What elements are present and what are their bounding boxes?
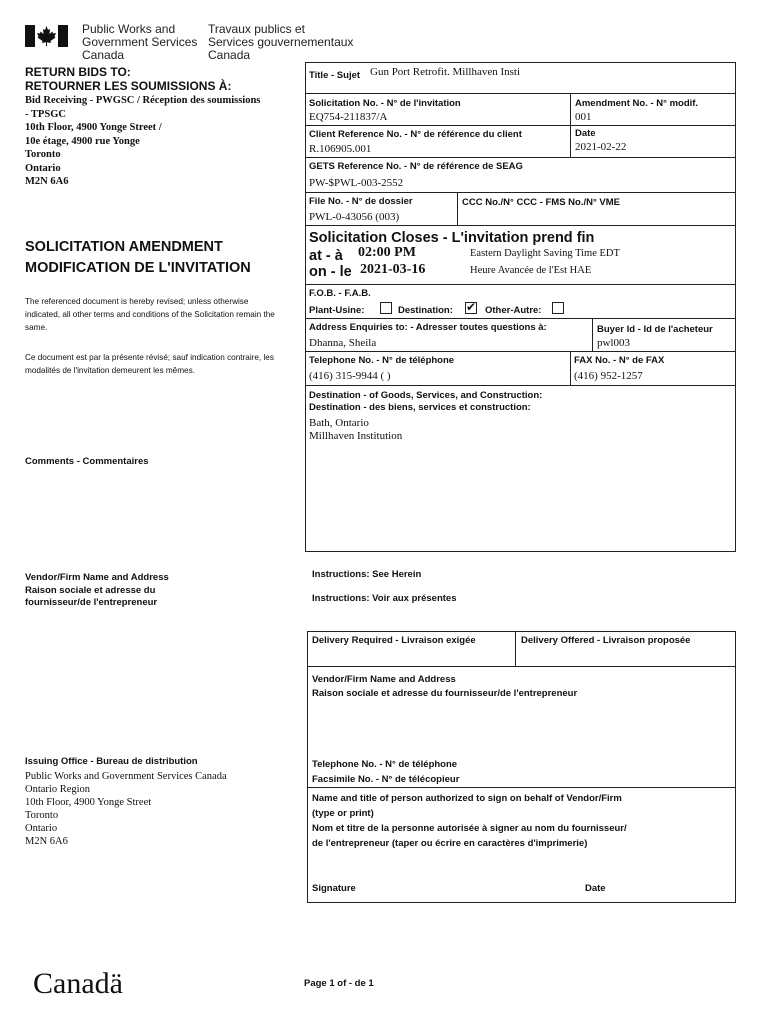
amendment-title-fr: MODIFICATION DE L'INVITATION	[25, 260, 251, 276]
vendor-left	[25, 572, 169, 610]
title-value: Gun Port Retrofit. Millhaven Insti	[370, 66, 521, 78]
date-label: Date	[575, 128, 596, 139]
telephone-label: Telephone No. - N° de téléphone	[309, 355, 455, 366]
header-en-line1: Public Works and	[82, 22, 176, 36]
vendor-facsimile-label: Facsimile No. - N° de télécopieur	[312, 774, 460, 785]
return-bids-section	[25, 65, 300, 189]
time-value: 02:00 PM	[358, 245, 416, 260]
buyer-id-label: Buyer Id - Id de l'acheteur	[597, 324, 713, 335]
issuing-office	[25, 755, 227, 848]
destination-checkbox[interactable]	[465, 302, 477, 314]
return-bids-line: M2N 6A6	[25, 176, 69, 187]
amendment-note-en: The referenced document is hereby revised; unless otherwise indicated, all other terms and conditions of the Solicitation remain the same.	[25, 297, 275, 332]
telephone-value: (416) 315-9944 ( )	[309, 370, 391, 382]
return-bids-line: Bid Receiving - PWGSC / Réception des soumissions	[25, 95, 261, 106]
header-fr-line2: Services gouvernementaux	[208, 35, 354, 49]
date-value: 2021-02-22	[575, 141, 627, 153]
client-ref-label: Client Reference No. - N° de référence du client	[309, 129, 522, 140]
header-fr-line1: Travaux publics et	[208, 22, 305, 36]
vendor-name-label-l2: Raison sociale et adresse du fournisseur/de l'entrepreneur	[312, 688, 578, 699]
issuing-line: M2N 6A6	[25, 836, 68, 847]
authorized-person-label: Name and title of person authorized to sign on behalf of Vendor/Firm (type or print) Nom et titre de la personne autorisée à signer au nom du fournisseur/ de l'entrepreneur (taper ou écrire en caractères d'imprimerie)	[312, 793, 627, 849]
vendor-left-l2: Raison sociale et adresse du	[25, 584, 156, 596]
destination-line: Bath, Ontario	[309, 417, 369, 429]
issuing-line: Toronto	[25, 810, 59, 821]
issuing-line: Ontario Region	[25, 784, 91, 795]
address-enquiries-value: Dhanna, Sheila	[309, 337, 377, 349]
ccc-label: CCC No./N° CCC - FMS No./N° VME	[462, 197, 621, 208]
instructions-en: Instructions: See Herein	[312, 569, 422, 580]
fob-label: F.O.B. - F.A.B.	[309, 288, 371, 299]
address-enquiries-label: Address Enquiries to: - Adresser toutes questions à:	[309, 322, 547, 333]
plant-checkbox[interactable]	[380, 302, 392, 314]
at-label: at - à	[309, 248, 343, 264]
header-en-line2: Government Services	[82, 35, 198, 49]
file-value: PWL-0-43056 (003)	[309, 211, 400, 223]
delivery-offered-label: Delivery Offered - Livraison proposée	[521, 635, 691, 646]
vendor-left-l1: Vendor/Firm Name and Address	[25, 572, 169, 583]
vendor-name-label-l1: Vendor/Firm Name and Address	[312, 674, 456, 685]
fax-value: (416) 952-1257	[574, 370, 643, 382]
signature-date-label: Date	[585, 883, 606, 894]
date-close-value: 2021-03-16	[360, 262, 426, 277]
destination-goods-label-fr: Destination - des biens, services et construction:	[309, 402, 531, 413]
return-bids-title-fr: RETOURNER LES SOUMISSIONS À:	[25, 79, 232, 93]
comments-label: Comments - Commentaires	[25, 456, 149, 467]
delivery-required-label: Delivery Required - Livraison exigée	[312, 635, 476, 646]
vendor-telephone-label: Telephone No. - N° de téléphone	[312, 759, 458, 770]
check-mark-icon: ✔	[466, 300, 477, 314]
other-label: Other-Autre:	[485, 305, 542, 316]
return-bids-line: Toronto	[25, 149, 61, 160]
buyer-id-value: pwl003	[597, 337, 630, 349]
solicitation-label: Solicitation No. - N° de l'invitation	[309, 98, 461, 109]
vendor-left-l3: fournisseur/de l'entrepreneur	[25, 597, 158, 608]
amendment-title-en: SOLICITATION AMENDMENT	[25, 239, 223, 255]
return-bids-line: Ontario	[25, 162, 61, 174]
signature-label: Signature	[312, 883, 356, 894]
file-label: File No. - N° de dossier	[309, 196, 413, 207]
tz-fr: Heure Avancée de l'Est HAE	[470, 265, 592, 276]
on-label: on - le	[309, 264, 352, 280]
closes-title: Solicitation Closes - L'invitation prend fin	[309, 230, 595, 246]
client-ref-value: R.106905.001	[309, 143, 372, 155]
return-bids-title-en: RETURN BIDS TO:	[25, 65, 131, 79]
destination-goods-label-en: Destination - of Goods, Services, and Construction:	[309, 390, 543, 401]
plant-label: Plant-Usine:	[309, 305, 365, 316]
gets-value: PW-$PWL-003-2552	[309, 177, 404, 189]
issuing-office-label: Issuing Office - Bureau de distribution	[25, 756, 198, 767]
header-fr-line3: Canada	[208, 48, 251, 62]
canada-flag-icon	[25, 25, 68, 47]
solicitation-value: EQ754-211837/A	[309, 111, 388, 123]
gets-label: GETS Reference No. - N° de référence de SEAG	[309, 161, 523, 172]
amendment-note-fr: Ce document est par la présente révisé; sauf indication contraire, les modalités de l'invitation demeurent les mêmes.	[25, 353, 274, 375]
destination-line: Millhaven Institution	[309, 430, 403, 442]
page-number: Page 1 of - de 1	[304, 978, 374, 989]
return-bids-line: - TPSGC	[25, 108, 66, 120]
issuing-line: Public Works and Government Services Canada	[25, 771, 227, 782]
destination-label: Destination:	[398, 305, 453, 316]
return-bids-line: 10th Floor, 4900 Yonge Street /	[25, 122, 162, 133]
amendment-value: 001	[575, 111, 592, 123]
issuing-line: 10th Floor, 4900 Yonge Street	[25, 797, 152, 808]
title-label: Title - Sujet	[309, 70, 361, 81]
tz-en: Eastern Daylight Saving Time EDT	[470, 248, 620, 259]
amendment-title	[25, 237, 251, 279]
issuing-line: Ontario	[25, 823, 58, 834]
return-bids-line: 10e étage, 4900 rue Yonge	[25, 135, 140, 147]
other-checkbox[interactable]	[552, 302, 564, 314]
instructions-fr: Instructions: Voir aux présentes	[312, 593, 457, 604]
canada-wordmark: Canadä	[33, 967, 123, 1000]
header-en-line3: Canada	[82, 48, 125, 62]
amendment-label: Amendment No. - N° modif.	[575, 98, 699, 109]
fax-label: FAX No. - N° de FAX	[574, 355, 665, 366]
